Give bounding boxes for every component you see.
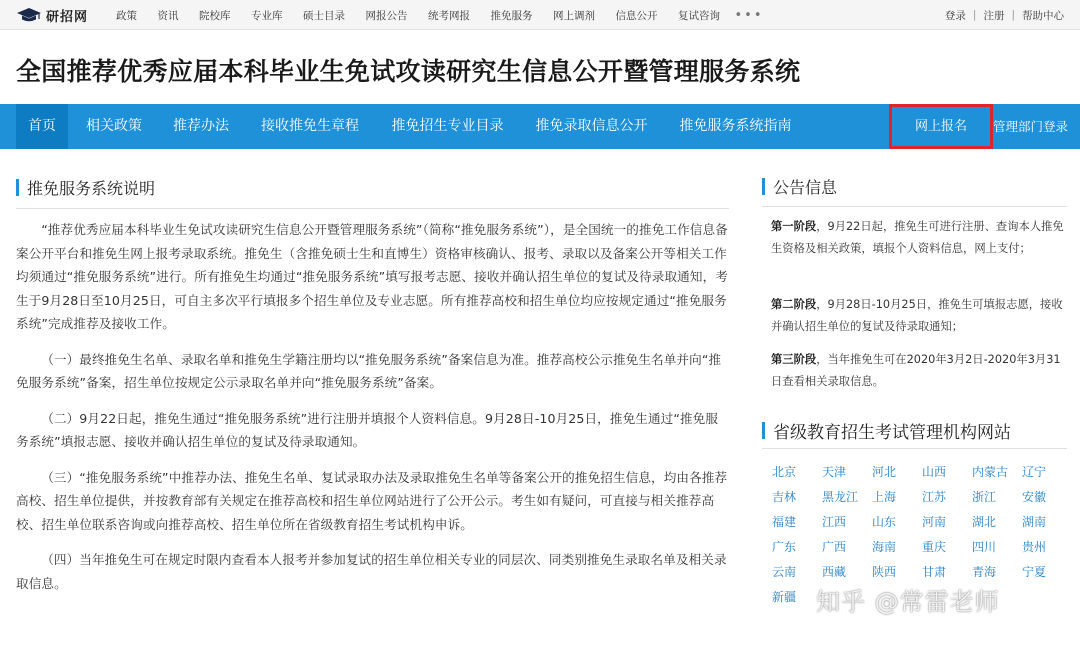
province-link[interactable]: 湖南 bbox=[1022, 515, 1047, 529]
province-link[interactable]: 北京 bbox=[772, 465, 797, 479]
province-link[interactable]: 新疆 bbox=[772, 590, 797, 604]
nav-admission-info[interactable]: 推免录取信息公开 bbox=[535, 118, 648, 134]
province-link[interactable]: 重庆 bbox=[922, 540, 947, 554]
province-link[interactable]: 吉林 bbox=[772, 490, 797, 504]
heading-accent-bar bbox=[762, 422, 765, 439]
stage-text: ，当年推免生可在2020年3月2日-2020年3月31日查看相关录取信息。 bbox=[771, 353, 1061, 388]
intro-content bbox=[16, 218, 729, 607]
divider bbox=[762, 206, 1067, 207]
intro-paragraph: “推荐优秀应届本科毕业生免试攻读研究生信息公开暨管理服务系统”（简称“推免服务系统”），是全国统一的推免工作信息备案公开平台和推免生网上报考录取系统。推免生（含推免硕士生和直博生）资格审核确认、报考、录取以及备案公开等相关工作均须通过“推免服务系统”进行。所有推免生均通过“推免服务系统”填写报考志愿、接收并确认招生单位的复试及待录取通知，考生于9月28日至10月25日，可自主多次平行填报多个招生单位及专业志愿。所有推荐高校和招生单位均应按规定通过“推免服务系统”完成推荐及接收工作。 bbox=[16, 222, 728, 331]
intro-paragraph: （二）9月22日起，推免生通过“推免服务系统”进行注册并填报个人资料信息。9月28日-10月25日，推免生通过“推免服务系统”填报志愿、接收并确认招生单位的复试及待录取通知。 bbox=[16, 410, 719, 449]
nav-system-guide[interactable]: 推免服务系统指南 bbox=[679, 118, 792, 134]
top-nav-link[interactable]: 复试咨询 bbox=[678, 9, 720, 22]
province-link[interactable]: 宁夏 bbox=[1022, 565, 1047, 579]
nav-admission-rules[interactable]: 接收推免生章程 bbox=[261, 118, 359, 134]
intro-heading bbox=[16, 176, 155, 199]
site-logo[interactable] bbox=[16, 5, 88, 25]
admin-login-link[interactable]: 管理部门登录 bbox=[993, 119, 1069, 134]
notice-stage bbox=[771, 216, 1067, 260]
province-link[interactable]: 浙江 bbox=[972, 490, 997, 504]
provinces-heading bbox=[762, 418, 1011, 443]
nav-methods[interactable]: 推荐办法 bbox=[173, 118, 229, 134]
separator: | bbox=[1011, 9, 1015, 21]
province-link[interactable]: 河北 bbox=[872, 465, 897, 479]
province-link[interactable]: 江西 bbox=[822, 515, 847, 529]
province-link[interactable]: 云南 bbox=[772, 565, 797, 579]
graduation-cap-icon bbox=[16, 7, 42, 23]
nav-home[interactable]: 首页 bbox=[16, 104, 68, 149]
intro-heading-text: 推免服务系统说明 bbox=[27, 179, 156, 198]
province-link[interactable]: 天津 bbox=[822, 465, 847, 479]
stage-label: 第二阶段 bbox=[771, 298, 817, 311]
province-link[interactable]: 上海 bbox=[872, 490, 897, 504]
stage-label: 第一阶段 bbox=[771, 220, 817, 233]
heading-accent-bar bbox=[16, 179, 19, 196]
province-link[interactable]: 陕西 bbox=[872, 565, 897, 579]
province-link[interactable]: 江苏 bbox=[922, 490, 947, 504]
province-link[interactable]: 山西 bbox=[922, 465, 947, 479]
divider bbox=[762, 448, 1067, 449]
top-nav-link[interactable]: 网上调剂 bbox=[553, 9, 595, 22]
online-signup-button[interactable]: 网上报名 bbox=[889, 104, 993, 149]
province-link[interactable]: 海南 bbox=[872, 540, 897, 554]
top-nav-link[interactable]: 统考网报 bbox=[428, 9, 470, 22]
help-center-link[interactable]: 帮助中心 bbox=[1022, 9, 1064, 22]
province-link[interactable]: 福建 bbox=[772, 515, 797, 529]
province-link[interactable]: 安徽 bbox=[1022, 490, 1047, 504]
logo-text: 研招网 bbox=[46, 9, 89, 25]
province-link[interactable]: 黑龙江 bbox=[822, 490, 859, 504]
divider bbox=[16, 208, 729, 209]
province-link[interactable]: 四川 bbox=[972, 540, 997, 554]
account-links bbox=[945, 0, 1064, 30]
page-title: 全国推荐优秀应届本科毕业生免试攻读研究生信息公开暨管理服务系统 bbox=[16, 57, 801, 86]
province-link[interactable]: 河南 bbox=[922, 515, 947, 529]
heading-accent-bar bbox=[762, 178, 765, 195]
stage-text: ，9月28日-10月25日，推免生可填报志愿，接收并确认招生单位的复试及待录取通知； bbox=[771, 298, 1063, 333]
province-link[interactable]: 青海 bbox=[972, 565, 997, 579]
top-nav-link[interactable]: 推免服务 bbox=[490, 9, 533, 22]
province-link[interactable]: 贵州 bbox=[1022, 540, 1047, 554]
top-bar bbox=[0, 0, 1080, 30]
nav-major-catalog[interactable]: 推免招生专业目录 bbox=[391, 118, 504, 134]
top-nav-link[interactable]: 信息公开 bbox=[615, 9, 658, 22]
stage-text: ，9月22日起，推免生可进行注册、查询本人推免生资格及相关政策，填报个人资料信息，网上支付； bbox=[771, 220, 1064, 255]
notice-heading-text: 公告信息 bbox=[773, 178, 838, 197]
provinces-heading-text: 省级教育招生考试管理机构网站 bbox=[773, 423, 1011, 443]
separator: | bbox=[972, 9, 977, 21]
top-nav-link[interactable]: 院校库 bbox=[199, 9, 231, 22]
province-link[interactable]: 广东 bbox=[772, 540, 797, 554]
top-nav bbox=[116, 0, 764, 30]
top-nav-link[interactable]: 硕士目录 bbox=[303, 9, 345, 22]
top-nav-link[interactable]: 资讯 bbox=[157, 9, 179, 22]
province-link[interactable]: 内蒙古 bbox=[972, 465, 1009, 479]
register-link[interactable]: 注册 bbox=[983, 9, 1005, 22]
province-link[interactable]: 甘肃 bbox=[922, 565, 947, 579]
more-menu-icon[interactable]: ••• bbox=[734, 7, 764, 23]
top-nav-link[interactable]: 网报公告 bbox=[365, 9, 408, 22]
intro-paragraph: （三）“推免服务系统”中推荐办法、推免生名单、复试录取办法及录取推免生名单等备案公开的推免招生信息，均由各推荐高校、招生单位提供，并按教育部有关规定在推荐高校和招生单位网站进行了公开公示。考生如有疑问，可直接与相关推荐高校、招生单位联系咨询或向推荐高校、招生单位所在省级教育招生考试机构申诉。 bbox=[16, 469, 728, 532]
notice-stage bbox=[771, 349, 1067, 393]
notice-stage bbox=[771, 294, 1067, 338]
watermark: 知乎 @常雷老师 bbox=[816, 588, 1000, 616]
notice-heading bbox=[762, 175, 837, 198]
intro-paragraph: （四）当年推免生可在规定时限内查看本人报考并参加复试的招生单位相关专业的同层次、同类别推免生录取名单及相关录取信息。 bbox=[16, 552, 727, 591]
province-link[interactable]: 山东 bbox=[872, 515, 897, 529]
stage-label: 第三阶段 bbox=[771, 353, 817, 366]
intro-paragraph: （一）最终推免生名单、录取名单和推免生学籍注册均以“推免服务系统”备案信息为准。推荐高校公示推免生名单并向“推免服务系统”备案，招生单位按规定公示录取名单并向“推免服务系统”备案。 bbox=[16, 351, 722, 390]
province-link[interactable]: 辽宁 bbox=[1022, 465, 1047, 479]
login-link[interactable]: 登录 bbox=[944, 9, 966, 22]
province-link[interactable]: 西藏 bbox=[822, 565, 847, 579]
top-nav-link[interactable]: 政策 bbox=[116, 9, 137, 22]
top-nav-link[interactable]: 专业库 bbox=[251, 9, 283, 22]
nav-policies[interactable]: 相关政策 bbox=[86, 118, 142, 134]
province-link[interactable]: 广西 bbox=[822, 540, 847, 554]
province-link[interactable]: 湖北 bbox=[972, 515, 997, 529]
